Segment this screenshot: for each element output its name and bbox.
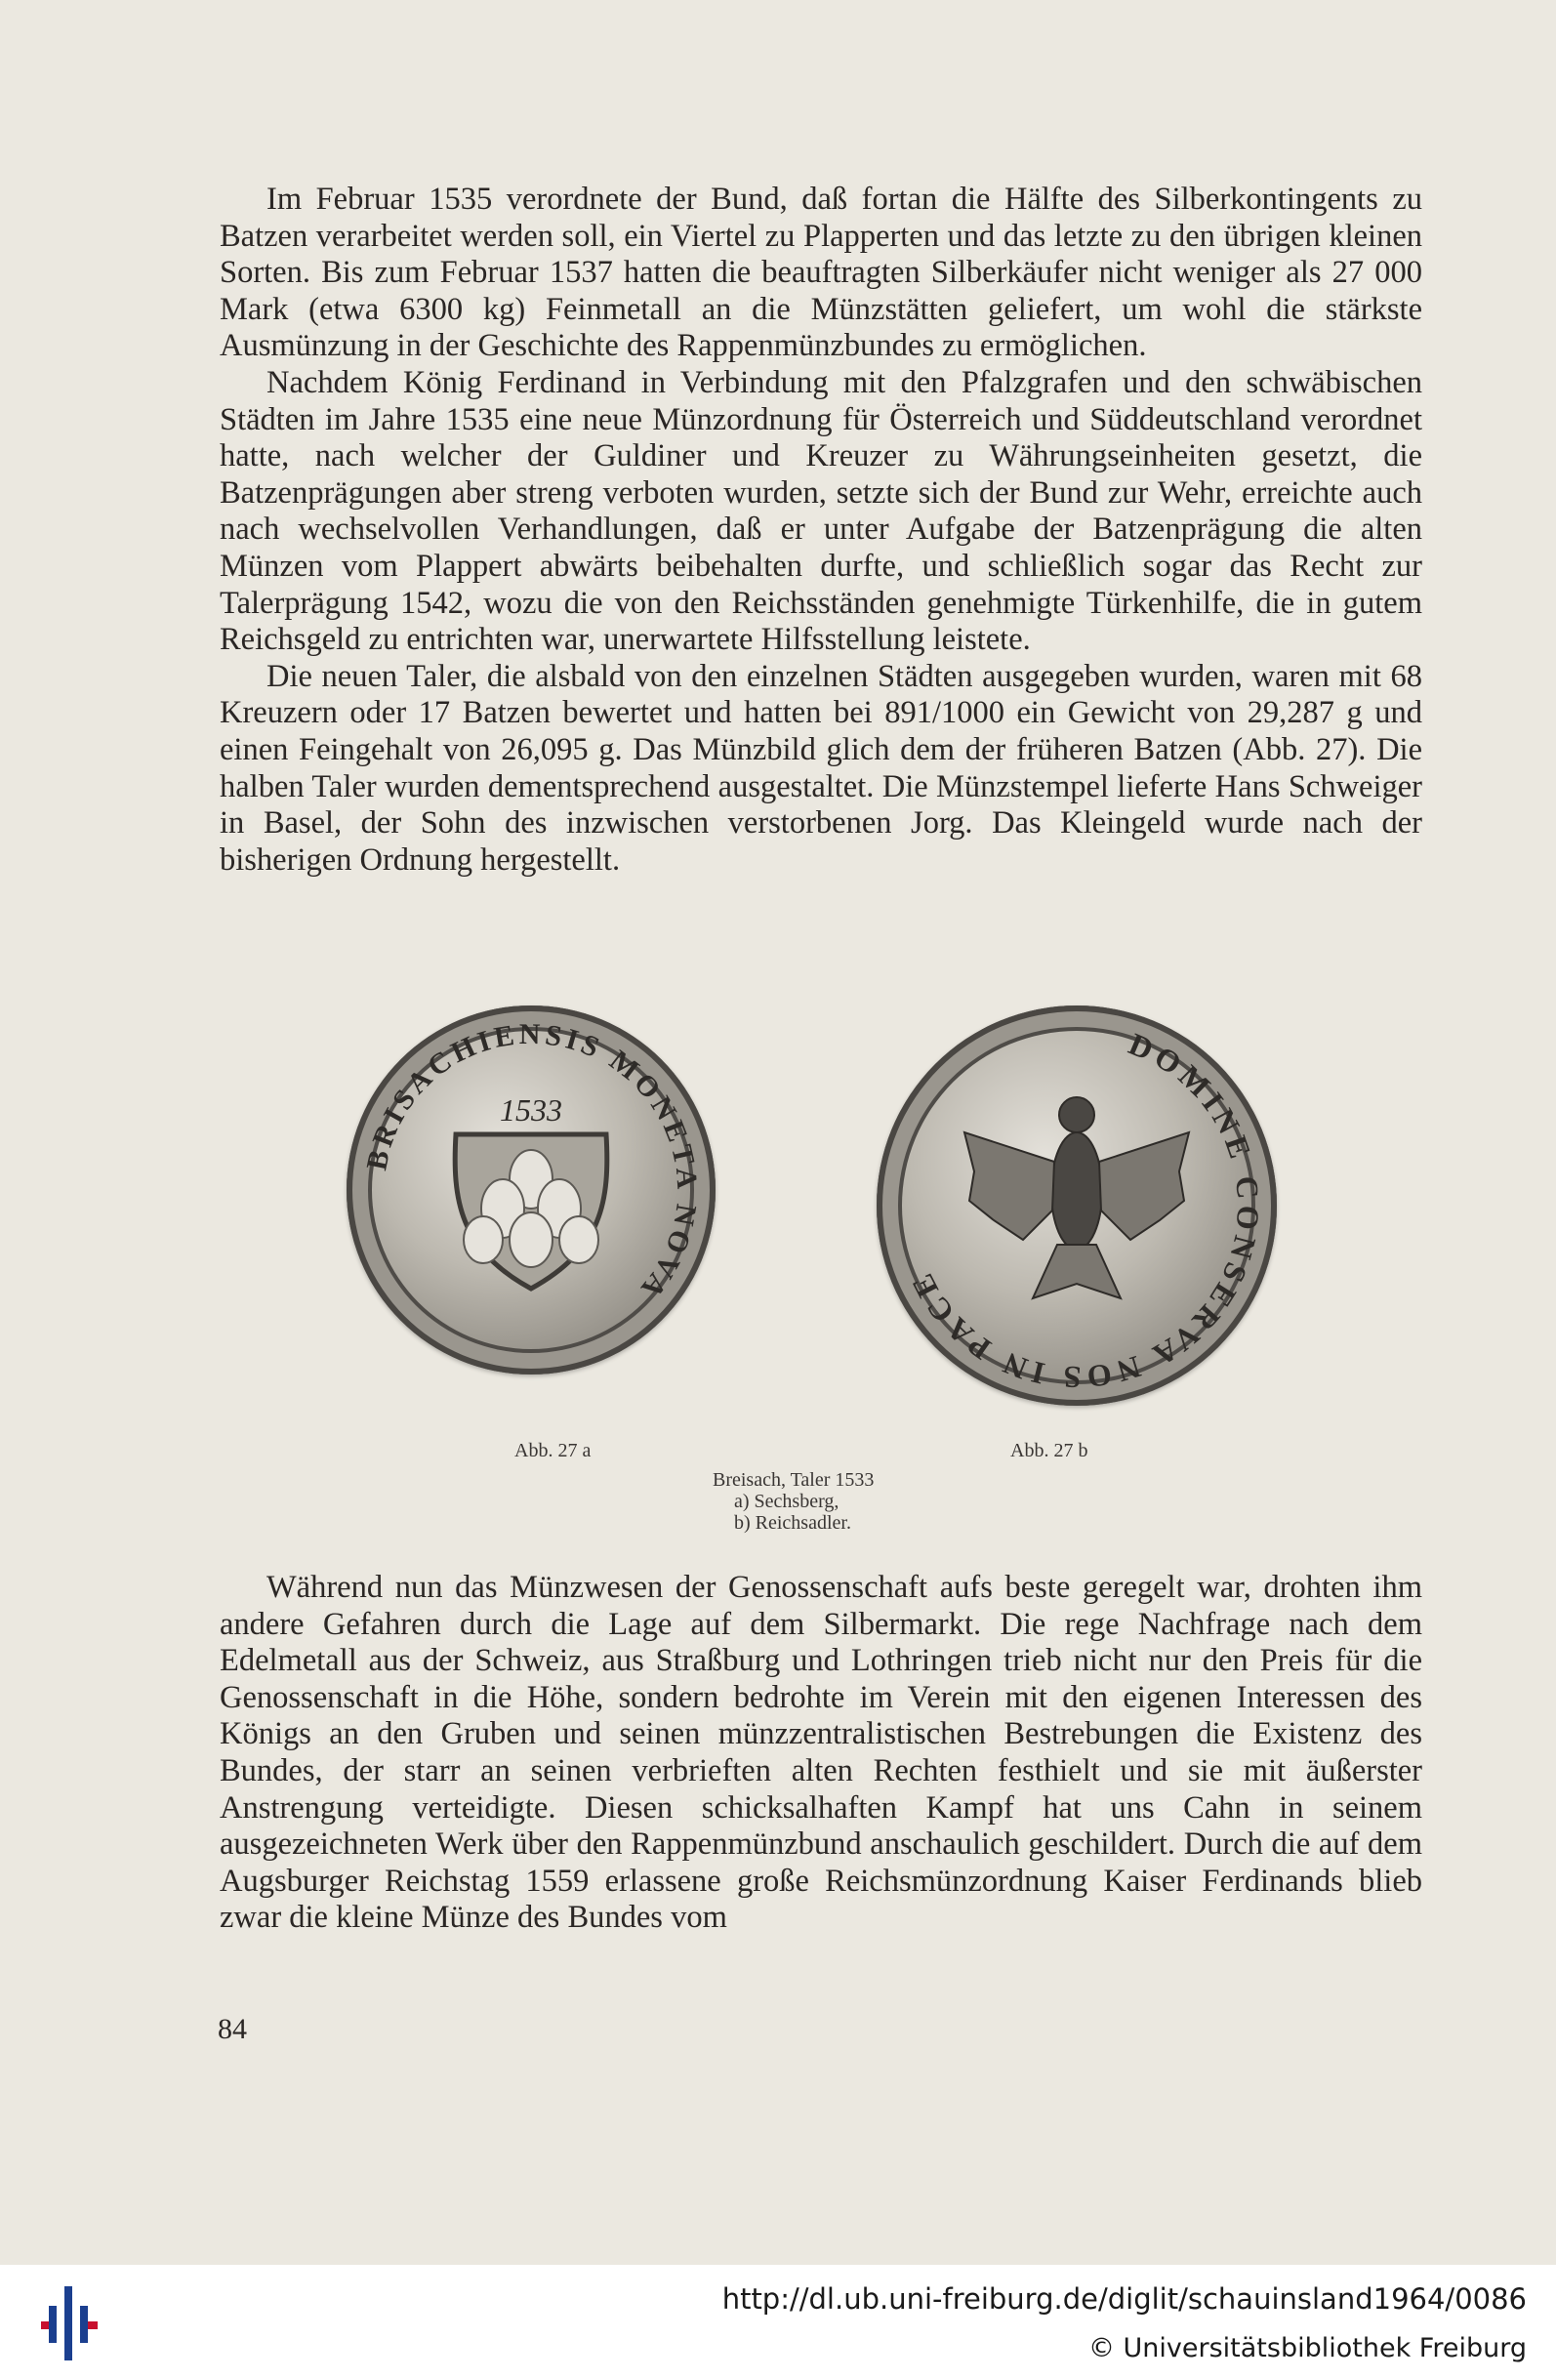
figure-caption bbox=[713, 1469, 874, 1534]
coin-a-legend: BRISACHIENSIS MONETA NOVA bbox=[360, 1017, 704, 1307]
eagle-icon bbox=[964, 1097, 1189, 1298]
caption-line: a) Sechsberg, bbox=[734, 1491, 839, 1512]
library-logo-icon bbox=[41, 2282, 100, 2364]
body-text-top bbox=[220, 182, 1422, 879]
paragraph: Nachdem König Ferdinand in Verbindung mit den Pfalzgrafen und den schwäbischen Städten im Jahre 1535 eine neue Münzordnung für Österreich und Süddeutschland verordnet hatte, nach welcher der Guldiner und Kreuzer zu Währungseinheiten gesetzt, die Batzenprägungen aber streng verboten wurden, setzte sich der Bund zur Wehr, erreichte auch nach wechselvollen Verhandlungen, daß er unter Aufgabe der Batzenprägung die alten Münzen vom Plappert abwärts beibehalten durfte, und schließlich sogar das Recht zur Talerprägung 1542, wozu die von den Reichsständen genehmigte Türkenhilfe, die in gutem Reichsgeld zu entrichten war, unerwartete Hilfsstellung leistete. bbox=[220, 364, 1422, 658]
body-text-bottom bbox=[220, 1570, 1422, 1937]
copyright-notice: © Universitätsbibliothek Freiburg bbox=[1087, 2333, 1527, 2363]
coin-a-year: 1533 bbox=[500, 1092, 562, 1128]
source-url-link[interactable]: http://dl.ub.uni-freiburg.de/diglit/schauinsland1964/0086 bbox=[721, 2282, 1527, 2316]
paragraph: Die neuen Taler, die alsbald von den einzelnen Städten ausgegeben wurden, waren mit 68 Kreuzern oder 17 Batzen bewertet und hatten bei 891/1000 ein Gewicht von 29,287 g und einen Feingehalt von 26,095 g. Das Münzbild glich dem der früheren Batzen (Abb. 27). Die halben Taler wurden dementsprechend ausgestaltet. Die Münzstempel lieferte Hans Schweiger in Basel, der Sohn des inzwischen verstorbenen Jorg. Das Kleingeld wurde nach der bisherigen Ordnung hergestellt. bbox=[220, 658, 1422, 878]
coin-image-reverse bbox=[877, 1005, 1277, 1406]
page-number: 84 bbox=[218, 2013, 247, 2045]
figure-label-a: Abb. 27 a bbox=[514, 1440, 592, 1461]
coin-b-legend: DOMINE CONSERVA NOS IN PACE bbox=[902, 1025, 1267, 1396]
caption-line: b) Reichsadler. bbox=[734, 1512, 851, 1534]
viewer-footer bbox=[0, 2265, 1556, 2380]
paragraph: Während nun das Münzwesen der Genossenschaft aufs beste geregelt war, drohten ihm andere Gefahren durch die Lage auf dem Silbermarkt. Die rege Nachfrage nach dem Edelmetall aus der Schweiz, aus Straßburg und Lothringen trieb nicht nur den Preis für die Genossenschaft in die Höhe, sondern bedrohte im Verein mit den eigenen Interessen des Königs an den Gruben und seinen münzzentralistischen Bestrebungen die Existenz des Bundes, der starr an seinen verbrieften alten Rechten festhielt und sie mit äußerster Anstrengung verteidigte. Diesen schicksalhaften Kampf hat uns Cahn in seinem ausgezeichneten Werk über den Rappenmünzbund anschaulich geschildert. Durch die auf dem Augsburger Reichstag 1559 erlassene große Reichsmünzordnung Kaiser Ferdinands blieb zwar die kleine Münze des Bundes vom bbox=[220, 1570, 1422, 1936]
figure-label-b: Abb. 27 b bbox=[1010, 1440, 1088, 1461]
caption-line: Breisach, Taler 1533 bbox=[713, 1469, 875, 1491]
coin-image-obverse bbox=[347, 1005, 716, 1375]
paragraph: Im Februar 1535 verordnete der Bund, daß fortan die Hälfte des Silberkontingents zu Batzen verarbeitet werden soll, ein Viertel zu Plapperten und das letzte zu den übrigen kleinen Sorten. Bis zum Februar 1537 hatten die beauftragten Silberkäufer nicht weniger als 27 000 Mark (etwa 6300 kg) Feinmetall an die Münzstätten geliefert, um wohl die stärkste Ausmünzung in der Geschichte des Rappenmünzbundes zu ermöglichen. bbox=[220, 182, 1422, 364]
